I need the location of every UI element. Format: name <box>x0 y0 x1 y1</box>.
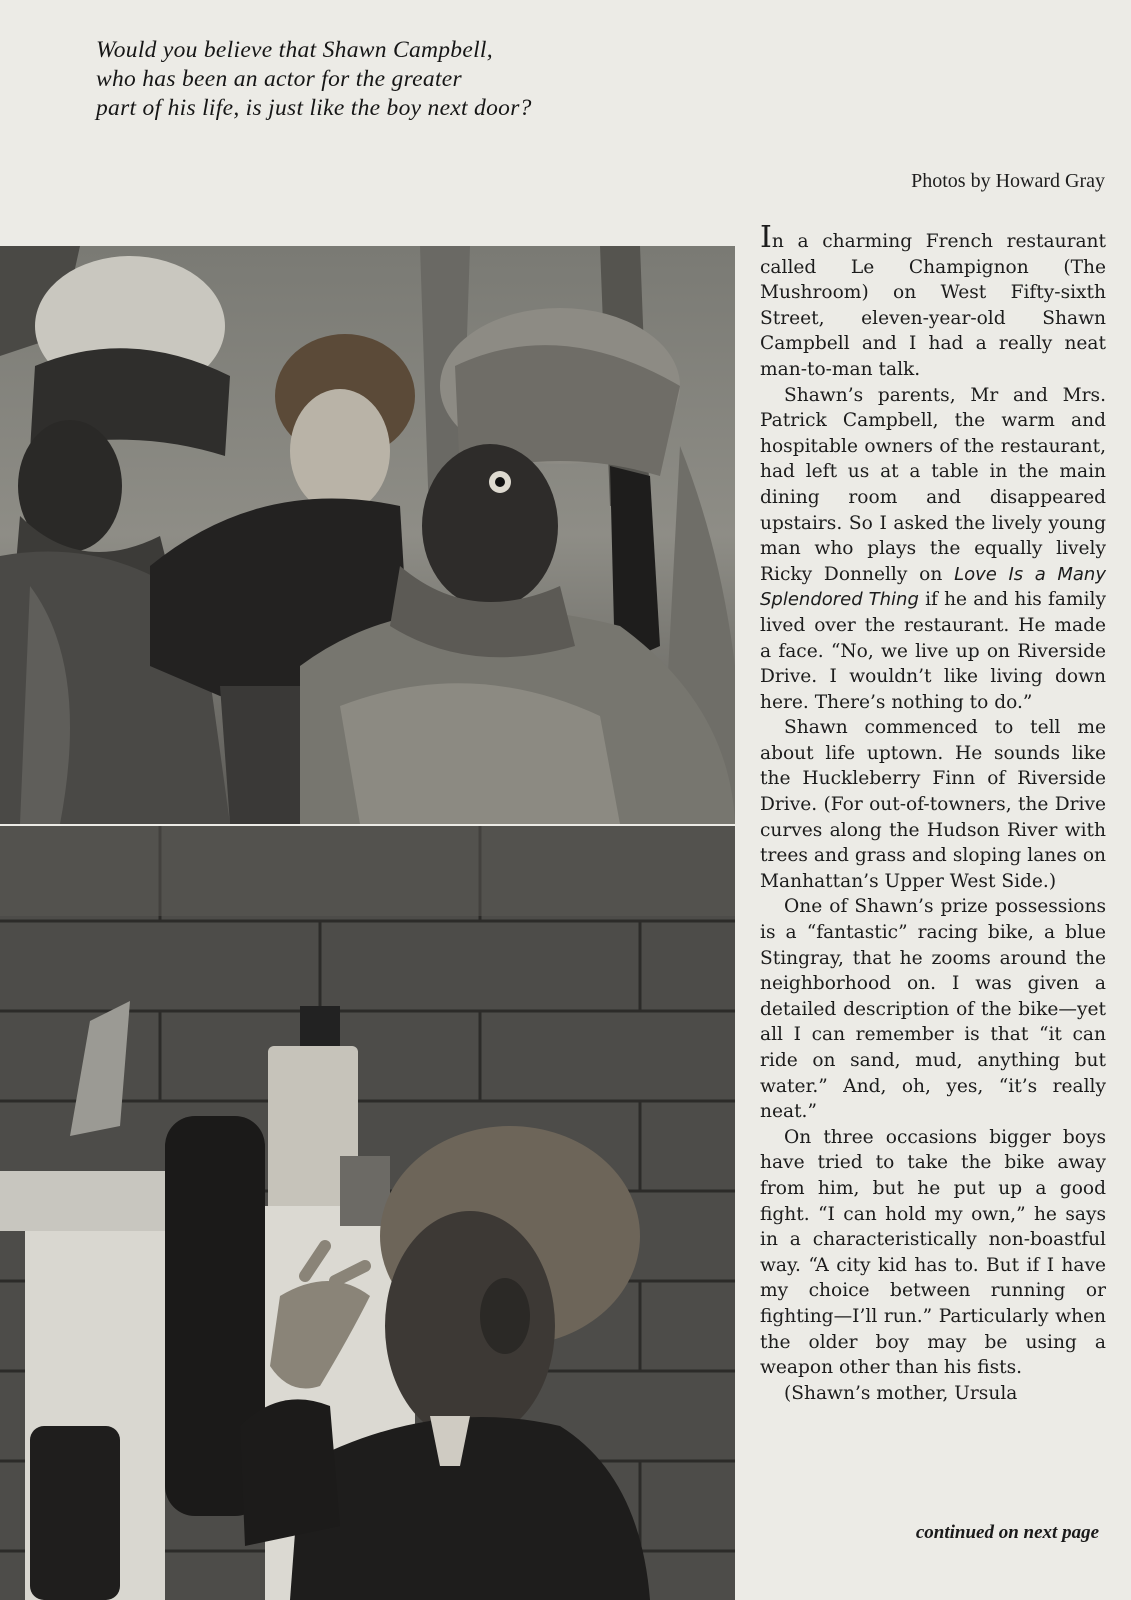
photo-credit: Photos by Howard Gray <box>911 170 1105 192</box>
photo-boy-at-dressing-table <box>0 826 735 1600</box>
show-title: Love Is a Many Splendored Thing <box>760 563 1106 611</box>
paragraph <box>760 383 1106 716</box>
paragraph-text: n a charming French restaurant called Le Champignon (The Mushroom) on West Fifty-sixth Street, eleven-year-old Shawn Campbell and I had a really neat man-to-man talk. <box>760 231 1106 380</box>
paragraph: (Shawn’s mother, Ursula <box>784 1382 1018 1404</box>
paragraph-text: if he and his family lived over the restaurant. He made a face. “No, we live up on Riverside Drive. I wouldn’t like living down here. There’s nothing to do.” <box>760 589 1106 713</box>
paragraph: Shawn commenced to tell me about life uptown. He sounds like the Huckleberry Finn of Riverside Drive. (For out-of-towners, the Drive curves along the Hudson River with trees and grass and sloping lanes on Manhattan’s Upper West Side.) <box>760 717 1106 892</box>
drop-cap: I <box>760 220 772 255</box>
deck-line-1: Would you believe that Shawn Campbell, <box>96 37 493 63</box>
article-body <box>760 220 1106 1406</box>
continued-on-next-page: continued on next page <box>915 1522 1099 1543</box>
deck-line-3: part of his life, is just like the boy next door? <box>96 95 532 121</box>
article-deck <box>96 36 716 123</box>
paragraph-text: Shawn’s parents, Mr and Mrs. Patrick Campbell, the warm and hospitable owners of the restaurant, had left us at a table in the main dining room and disappeared upstairs. So I asked the lively young man who plays the equally lively Ricky Donnelly on <box>760 384 1106 585</box>
paragraph: One of Shawn’s prize possessions is a “fantastic” racing bike, a blue Stingray, that he zooms around the neighborhood on. I was given a detailed description of the bike—yet all I can remember is that “it can ride on sand, mud, anything but water.” And, oh, yes, “it’s really neat.” <box>760 896 1106 1123</box>
paragraph <box>760 220 1106 383</box>
deck-line-2: who has been an actor for the greater <box>96 66 462 92</box>
photo-boy-with-turbaned-men <box>0 246 735 824</box>
paragraph: On three occasions bigger boys have tried to take the bike away from him, but he put up a good fight. “I can hold my own,” he says in a characteristically non-boastful way. “A city kid has to. But if I have my choice between running or fighting—I’ll run.” Particularly when the older boy may be using a weapon other than his fists. <box>760 1126 1106 1379</box>
